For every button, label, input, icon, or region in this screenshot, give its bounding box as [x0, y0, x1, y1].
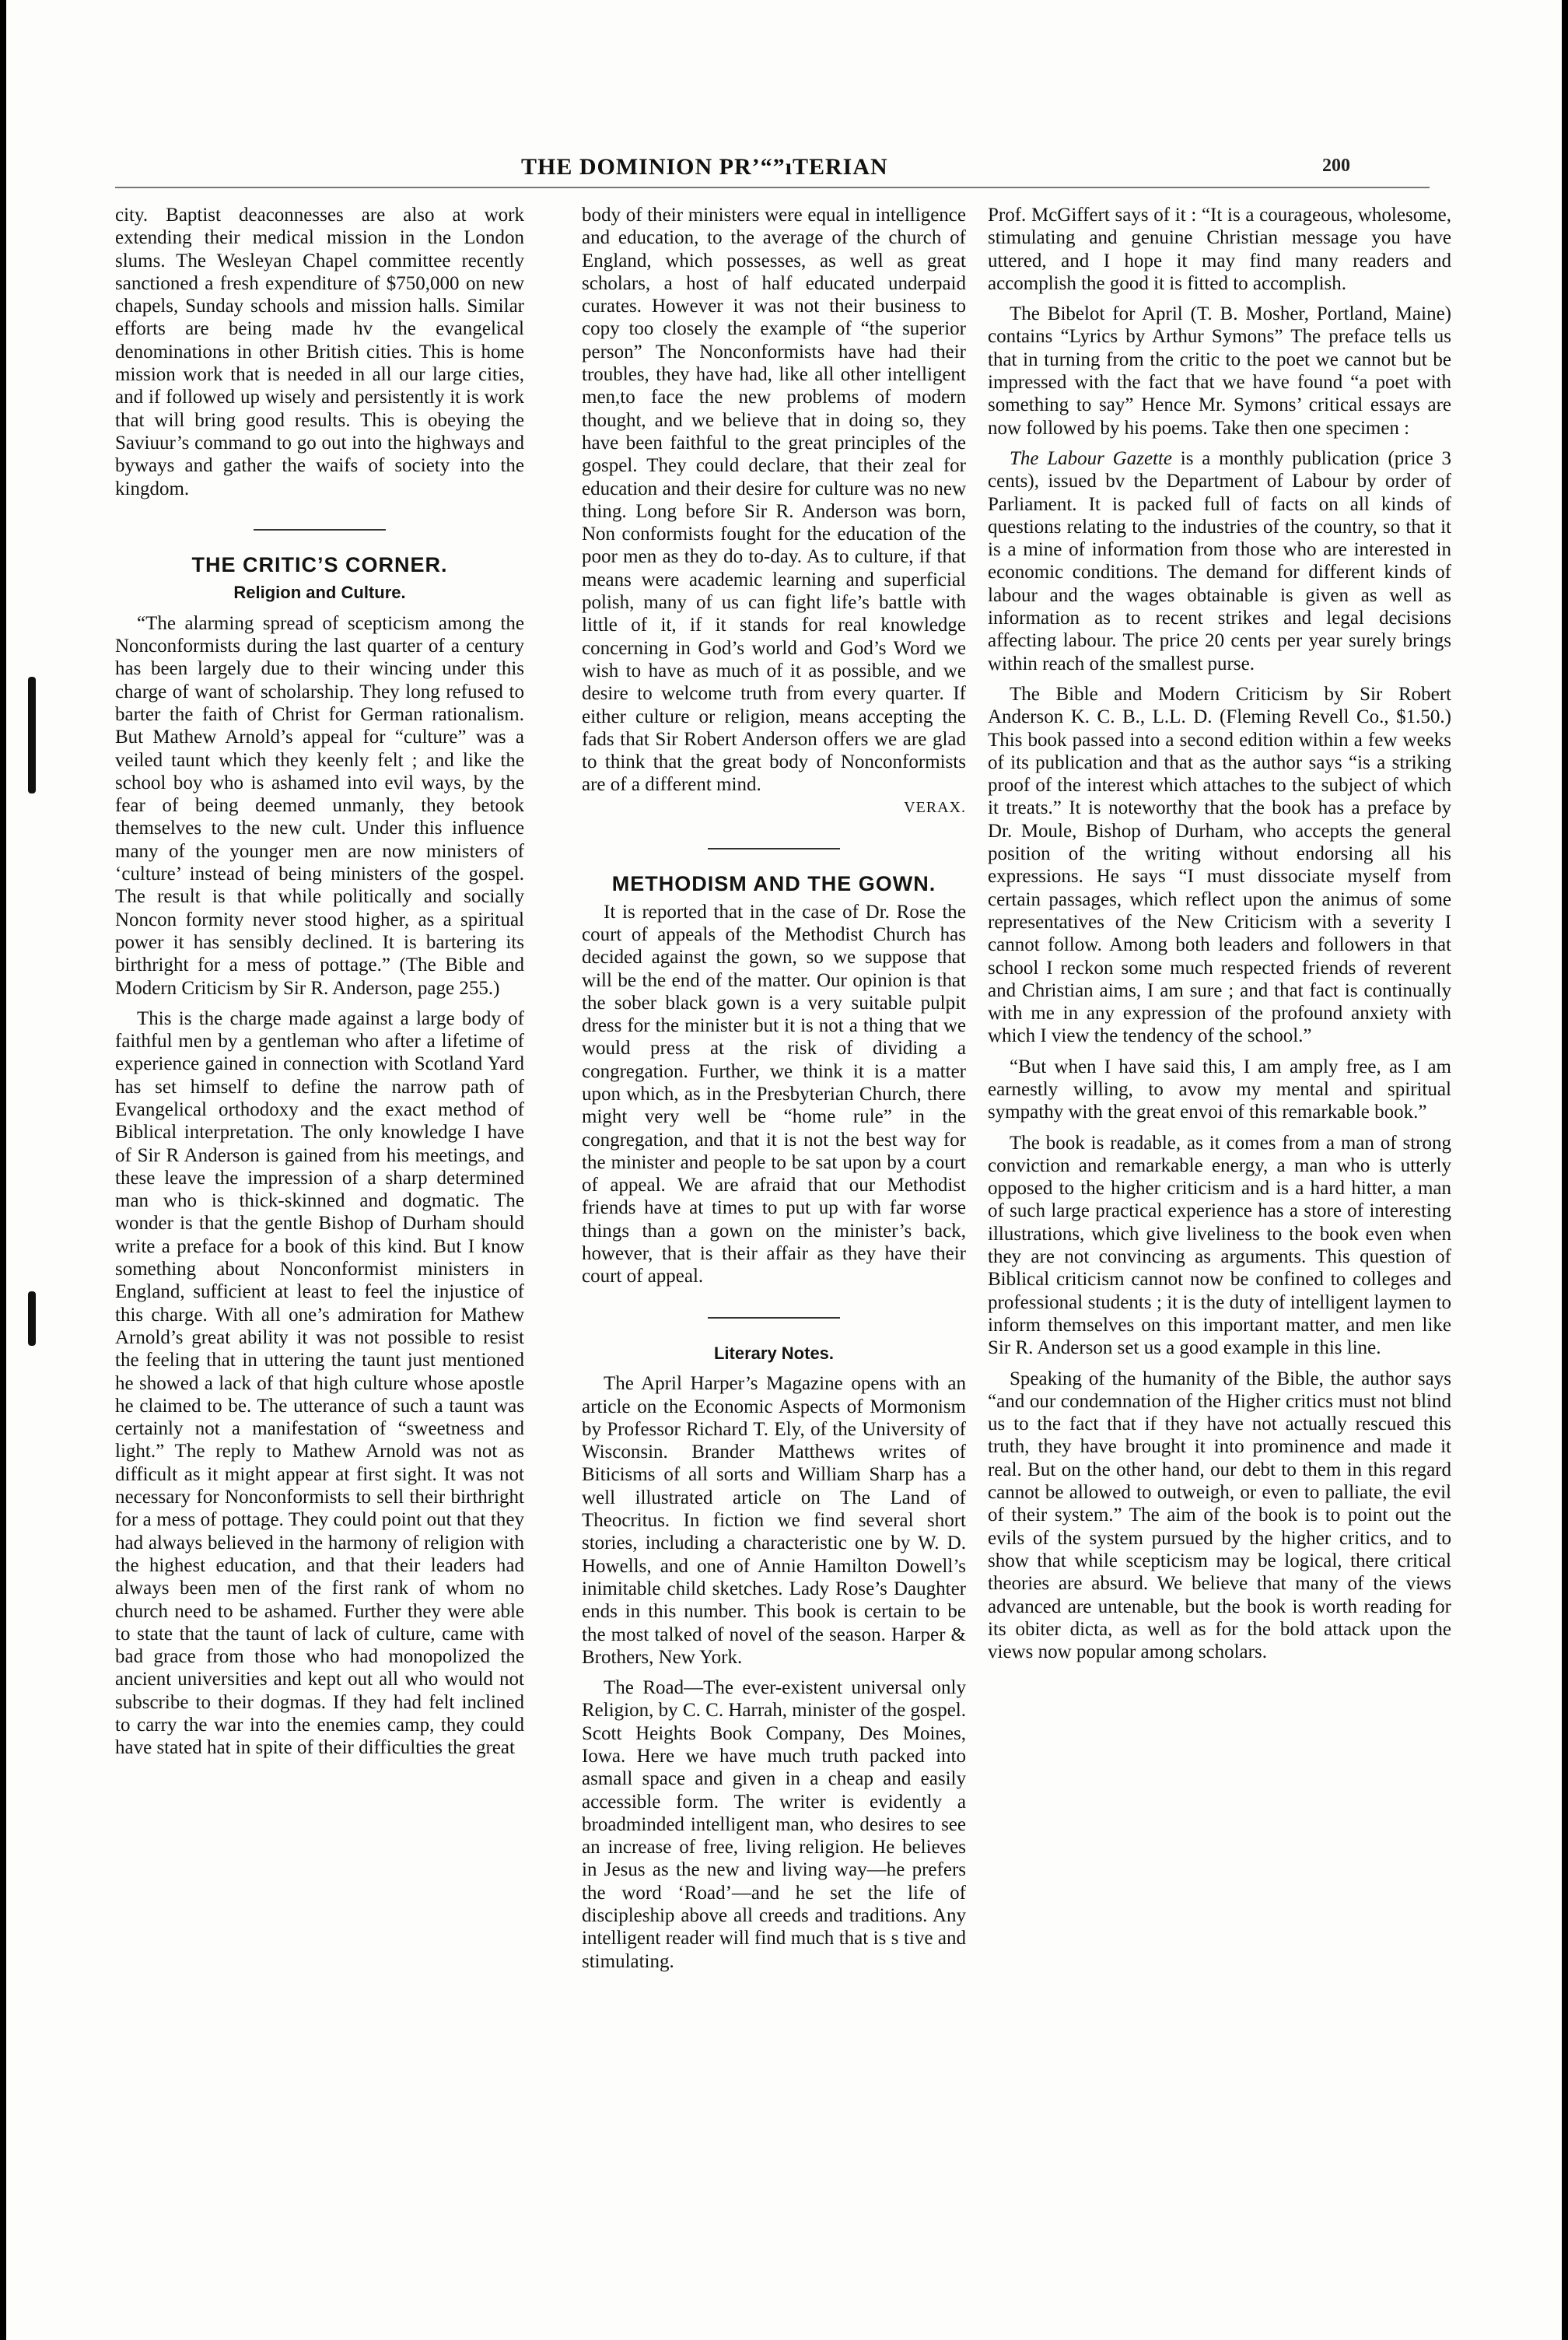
column-1	[115, 204, 524, 1760]
publication-name: The Labour Gazette	[1010, 447, 1173, 469]
section-title: METHODISM AND THE GOWN.	[611, 872, 936, 896]
paragraph: Prof. McGiffert says of it : “It is a courageous, wholesome, stimulating and genuine Christian message you have uttered, and I hope it may find many readers and accomplish the good it is fitted to accomplish.	[988, 205, 1451, 294]
header-rule	[115, 187, 1430, 188]
section-subtitle: Religion and Culture.	[233, 583, 406, 603]
section-title: Literary Notes.	[713, 1343, 835, 1363]
column-2	[582, 204, 966, 1973]
paragraph: “The alarming spread of scepticism among the Nonconformists during the last quarter of a century has been largely due to their wincing under this charge of want of scholarship. They long refused to barter the faith of Christ for German rationalism. But Mathew Arnold’s appeal for “culture” was a veiled taunt which they keenly felt ; and like the school boy who is ashamed into evil ways, by the fear of being deemed unmanly, they betook themselves to the new cult. Under this influence many of the younger men are now ministers of ‘culture’ instead of being ministers of the gospel. The result is that while politically and socially Noncon formity never stood higher, as a spiritual power it has sensibly declined. It is bartering its birthright for a mess of pottage.” (The Bible and Modern Criticism by Sir R. Anderson, page 255.)	[115, 612, 524, 999]
paragraph: “But when I have said this, I am amply free, as I am earnestly willing, to avow my mental and spiritual sympathy with the great envoi of this remarkable book.”	[988, 1056, 1451, 1123]
paragraph: city. Baptist deaconnesses are also at work extending their medical mission in the London slums. The Wesleyan Chapel committee recently sanctioned a fresh expenditure of $750,000 on new chapels, Sunday schools and mission halls. Similar efforts are being made hv the evangelical denominations in other British cities. This is home mission work that is needed in all our large cities, and if followed up wisely and persistently it is work that will bring good results. This is obeying the Saviuur’s command to go out into the highways and byways and gather the waifs of society into the kingdom.	[115, 205, 524, 499]
column-3	[988, 204, 1451, 1663]
paragraph: The Road—The ever-existent universal only Religion, by C. C. Harrah, minister of the gospel. Scott Heights Book Company, Des Moines, Iowa. Here we have much truth packed into asmall space and given in a cheap and easily accessible form. The writer is evidently a broadminded intelligent man, who desires to see an increase of free, living religion. He believes in Jesus as the new and living way—he prefers the word ‘Road’—and he set the life of discipleship above all creeds and traditions. Any intelligent reader will find much that is s tive and stimulating.	[582, 1677, 966, 1972]
publication-title: THE DOMINION PR’“”ıTERIAN	[521, 154, 888, 180]
page-header	[6, 154, 1562, 185]
paragraph: The April Harper’s Magazine opens with an article on the Economic Aspects of Mormonism by Professor Richard T. Ely, of the University of Wisconsin. Brander Matthews writes of Biticisms of all sorts and William Sharp has a well illustrated article on The Land of Theocritus. In fiction we find several short stories, including a characteristic one by W. D. Howells, and one of Annie Hamilton Dowell’s inimitable child sketches. Lady Rose’s Daughter ends in this number. This book is certain to be the most talked of novel of the season. Harper & Brothers, New York.	[582, 1373, 966, 1668]
section-separator	[115, 517, 524, 540]
newspaper-page	[6, 0, 1562, 2340]
paragraph: It is reported that in the case of Dr. Rose the court of appeals of the Methodist Church has decided against the gown, so we suppose that will be the end of the matter. Our opinion is that the sober black gown is a very suitable pulpit dress for the minister but it is not a thing that we would press at the risk of dividing a congregation. Further, we think it is a matter upon which, as in the Presbyterian Church, there might very well be “home rule” in the congregation, and that it is not the best way for the minister and people to be sat upon by a court of appeal. We are afraid that our Methodist friends have at times to put up with far worse things than a gown on the minister’s back, however, that is their affair as they have their court of appeal.	[582, 901, 966, 1287]
paragraph	[988, 447, 1451, 675]
section-title: THE CRITIC’S CORNER.	[191, 553, 448, 577]
paragraph: This is the charge made against a large body of faithful men by a gentleman who after a lifetime of experience gained in connection with Scotland Yard has set himself to define the narrow path of Evangelical orthodoxy and the exact method of Biblical interpretation. The only knowledge I have of Sir R Anderson is gained from his meetings, and these leave the impression of a sharp determined man who is thick-skinned and dogmatic. The wonder is that the gentle Bishop of Durham should write a preface for a book of this kind. But I know something about Nonconformist ministers in England, sufficient at least to feel the injustice of this charge. With all one’s admiration for Mathew Arnold’s great ability it was not possible to resist the feeling that in uttering the taunt just mentioned he showed a lack of that high culture whose apostle he claimed to be. The utterance of such a taunt was certainly not a manifestation of “sweetness and light.” The reply to Mathew Arnold was not as difficult as it might appear at first sight. It was not necessary for Nonconformists to sell their birthright for a mess of pottage. They could point out that they had always believed in the harmony of religion with the highest education, and that their leaders had always been men of the first rank of whom no church need to be ashamed. Further they were able to state that the taunt of lack of culture, came with bad grace from those who had monopolized the ancient universities and kept out all who would not subscribe to their dogmas. If they had felt inclined to carry the war into the enemies camp, they could have stated hat in spite of their difficulties the great	[115, 1007, 524, 1759]
section-separator	[582, 836, 966, 859]
author-signature: VERAX.	[904, 798, 966, 816]
binding-mark	[28, 1291, 36, 1346]
paragraph: The book is readable, as it comes from a man of strong conviction and remarkable energy, a man who is utterly opposed to the higher criticism and is a hard hitter, a man of such large practical experience has a store of interesting illustrations, which give liveliness to the book even when they are not convincing as arguments. This question of Biblical criticism cannot now be confined to colleges and professional students ; it is the duty of intelligent laymen to inform themselves on this important matter, and men like Sir R. Anderson set us a good example in this line.	[988, 1132, 1451, 1359]
binding-mark	[28, 677, 36, 793]
paragraph: The Bibelot for April (T. B. Mosher, Portland, Maine) contains “Lyrics by Arthur Symons” The preface tells us that in turning from the critic to the poet we cannot but be impressed with the fact that we have found “a poet with something to say” Hence Mr. Symons’ critical essays are now followed by his poems. Take then one specimen :	[988, 303, 1451, 439]
paragraph: body of their ministers were equal in intelligence and education, to the average of the church of England, which possesses, as well as great scholars, a host of half educated underpaid curates. However it was not their business to copy too closely the example of “the superior person” The Nonconformists have had their troubles, they have had, like all other intelligent men,to face the new problems of modern thought, and we believe that in doing so, they have been faithful to the great principles of the gospel. They could declare, that their zeal for education and their desire for culture was no new thing. Long before Sir R. Anderson was born, Non conformists fought for the education of the poor men as they do to-day. As to culture, if that means were academic learning and superficial polish, many of us can fight life’s battle with little of it, if it stands for real knowledge concerning in God’s world and God’s Word we wish to have as much of it as possible, and we desire to welcome truth from every quarter. If either culture or religion, means accepting the fads that Sir Robert Anderson offers we are glad to think that the great body of Nonconformists are of a different mind.	[582, 205, 966, 796]
paragraph-text: is a monthly publication (price 3 cents), issued bv the Department of Labour by order of Parliament. It is packed full of facts on all kinds of questions relating to the industries of the country, so that it is a mine of information from those who are interested in economic conditions. The demand for different kinds of labour and the wages obtainable is given as well as information as to recent strikes and legal decisions affecting labour. The price 20 cents per year surely brings within reach of the smallest purse.	[988, 447, 1451, 674]
paragraph: The Bible and Modern Criticism by Sir Robert Anderson K. C. B., L.L. D. (Fleming Revell Co., $1.50.) This book passed into a second edition within a few weeks of its publication and that as the author says “is a striking proof of the interest which attaches to the subject of which it treats.” It is noteworthy that the book has a preface by Dr. Moule, Bishop of Durham, who accepts the general position of the writing without endorsing all his expressions. He says “I must dissociate myself from certain passages, which reflect upon the animus of some representatives of the New Criticism with a severity I cannot follow. Among both leaders and followers in that school I reckon some much respected friends of reverent and Christian aims, I am sure ; and that fact is continually with me in any expression of the profound anxiety with which I view the tendency of the school.”	[988, 683, 1451, 1047]
page-number: 200	[1322, 156, 1350, 176]
section-separator	[582, 1305, 966, 1328]
paragraph: Speaking of the humanity of the Bible, the author says “and our condemnation of the Higher critics must not blind us to the fact that if they have not actually rescued this truth, they have brought it into prominence and made it real. But on the other hand, our debt to them in this regard cannot be allowed to outweigh, or even to palliate, the evil of their system.” The aim of the book is to point out the evils of the system pursued by the higher critics, and to show that while scepticism may be logical, there critical theories are absurd. We believe that many of the views advanced are untenable, but the book is worth reading for its obiter dicta, as well as for the bold attack upon the views now popular among scholars.	[988, 1368, 1451, 1663]
